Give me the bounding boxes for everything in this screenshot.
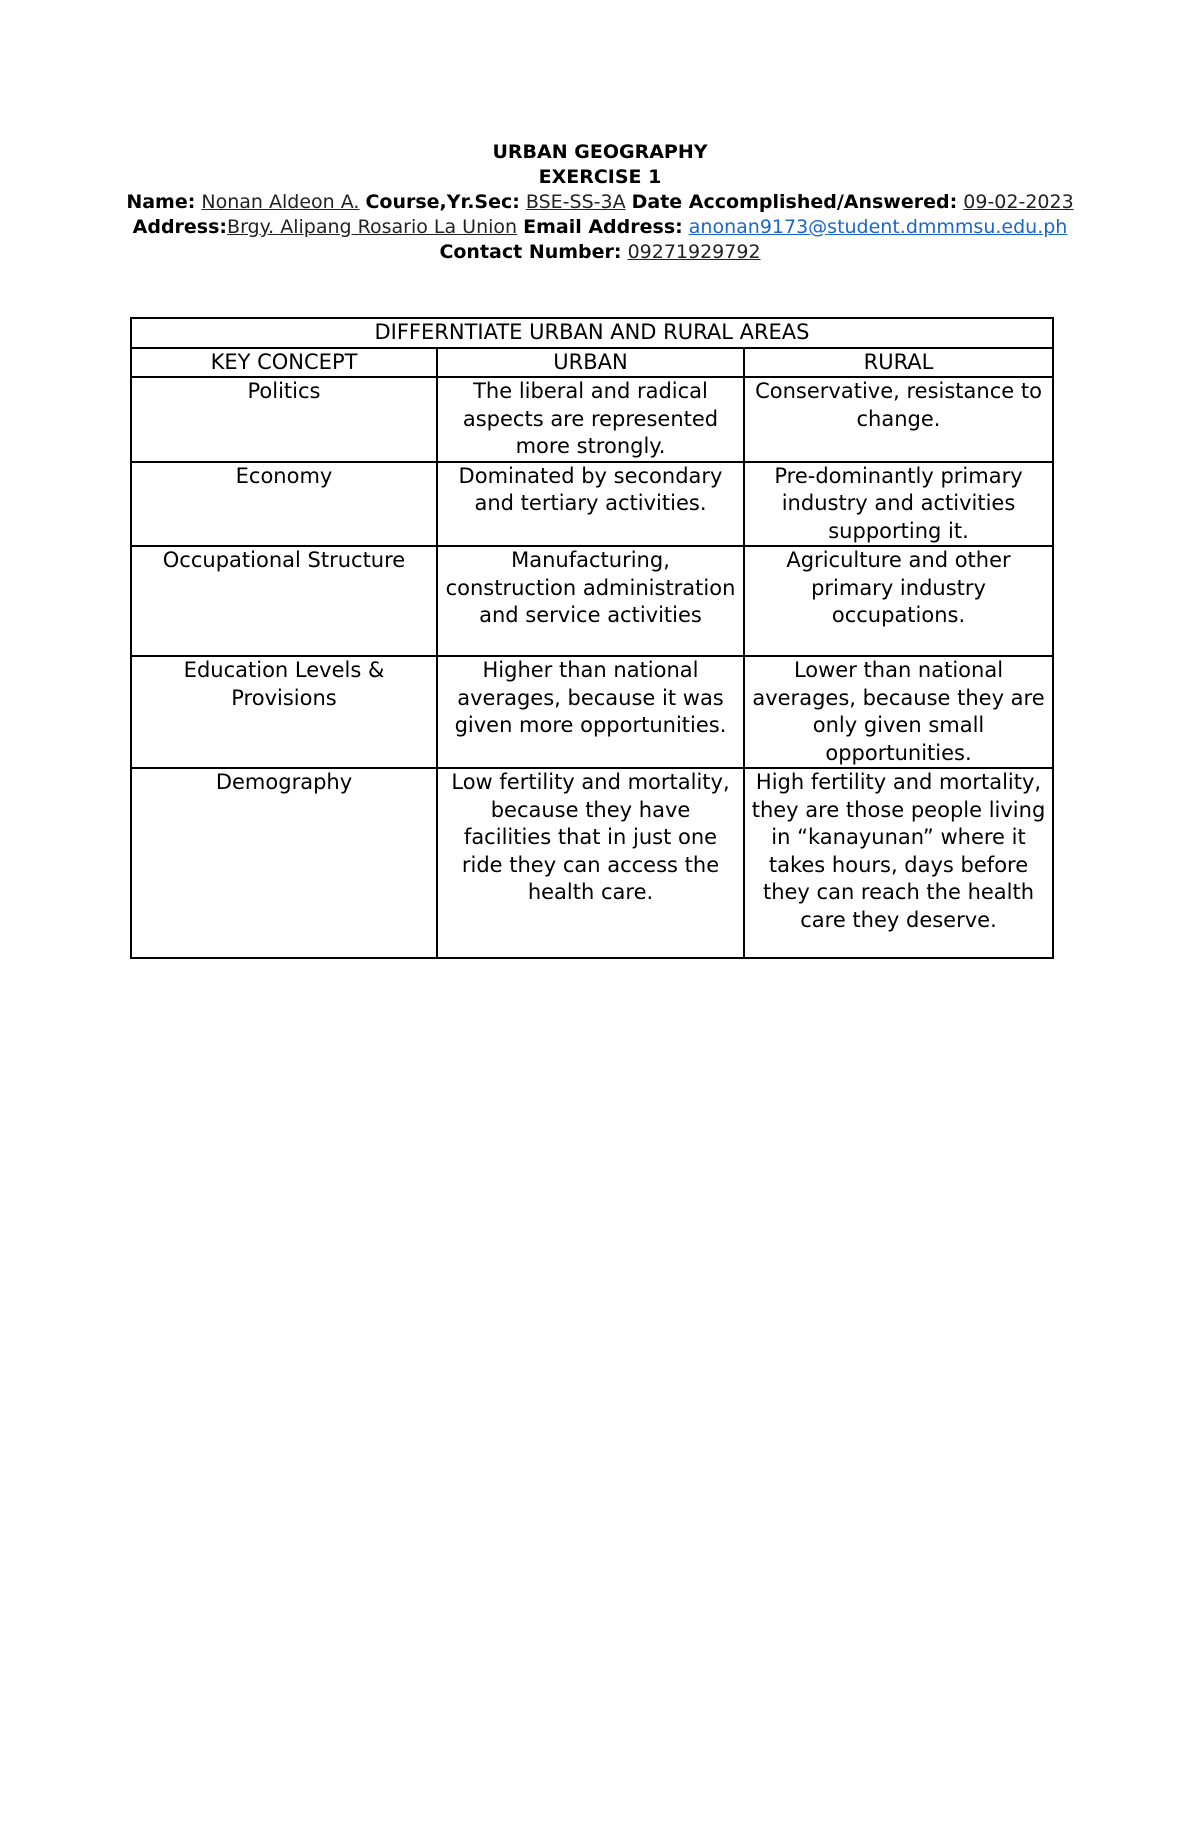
table-row (131, 377, 1053, 462)
contact-label: Contact Number: (439, 241, 622, 263)
concept-cell: Economy (131, 462, 437, 547)
table-header-row (131, 348, 1053, 378)
contact-value: 09271929792 (627, 241, 761, 263)
urban-cell: Dominated by secondary and tertiary activities. (437, 462, 744, 547)
email-link[interactable]: anonan9173@student.dmmmsu.edu.ph (688, 216, 1068, 238)
name-label: Name: (126, 191, 196, 213)
student-info-line (0, 190, 1200, 215)
address-value: Brgy. Alipang Rosario La Union (227, 216, 518, 238)
concept-cell: Education Levels & Provisions (131, 656, 437, 768)
table-row (131, 768, 1053, 958)
rural-cell: Pre-dominantly primary industry and activities supporting it. (744, 462, 1053, 547)
rural-cell: Agriculture and other primary industry occupations. (744, 546, 1053, 656)
table-caption-row (131, 318, 1053, 348)
email-label: Email Address: (523, 216, 683, 238)
column-header-key-concept: KEY CONCEPT (131, 348, 437, 378)
table-row (131, 656, 1053, 768)
address-label: Address: (132, 216, 228, 238)
concept-cell: Occupational Structure (131, 546, 437, 656)
address-line (0, 215, 1200, 240)
name-value: Nonan Aldeon A. (201, 191, 360, 213)
document-title: URBAN GEOGRAPHY (492, 141, 708, 163)
date-value: 09-02-2023 (963, 191, 1074, 213)
column-header-urban: URBAN (437, 348, 744, 378)
rural-cell: High fertility and mortality, they are those people living in “kanayunan” where it takes hours, days before they can reach the health care they deserve. (744, 768, 1053, 958)
course-label: Course,Yr.Sec: (365, 191, 520, 213)
course-value: BSE-SS-3A (525, 191, 626, 213)
urban-cell: Manufacturing, construction administration and service activities (437, 546, 744, 656)
document-subtitle: EXERCISE 1 (538, 166, 662, 188)
concept-cell: Demography (131, 768, 437, 958)
table-row (131, 462, 1053, 547)
table-row (131, 546, 1053, 656)
concept-cell: Politics (131, 377, 437, 462)
table-caption: DIFFERNTIATE URBAN AND RURAL AREAS (131, 318, 1053, 348)
urban-rural-table (130, 317, 1054, 959)
urban-cell: The liberal and radical aspects are represented more strongly. (437, 377, 744, 462)
rural-cell: Lower than national averages, because they are only given small opportunities. (744, 656, 1053, 768)
column-header-rural: RURAL (744, 348, 1053, 378)
rural-cell: Conservative, resistance to change. (744, 377, 1053, 462)
document-header (0, 140, 1200, 265)
urban-cell: Low fertility and mortality, because they have facilities that in just one ride they can access the health care. (437, 768, 744, 958)
date-label: Date Accomplished/Answered: (631, 191, 958, 213)
urban-cell: Higher than national averages, because it was given more opportunities. (437, 656, 744, 768)
contact-line (0, 240, 1200, 265)
